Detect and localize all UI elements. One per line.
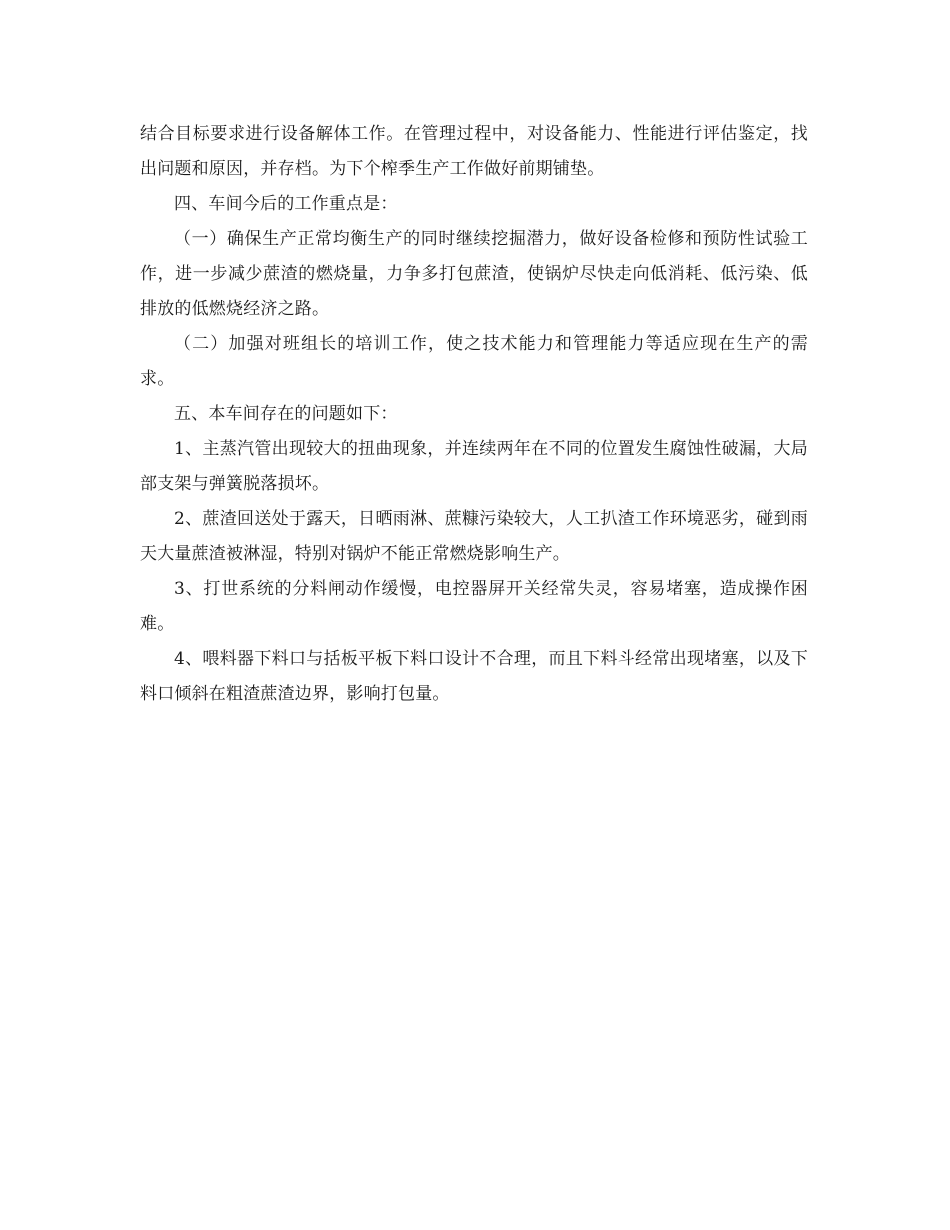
paragraph-item-two: （二）加强对班组长的培训工作，使之技术能力和管理能力等适应现在生产的需求。 [140, 334, 808, 389]
document-body [140, 117, 808, 712]
section-heading-five: 五、本车间存在的问题如下： [174, 404, 398, 424]
paragraph-continuation: 结合目标要求进行设备解体工作。在管理过程中，对设备能力、性能进行评估鉴定，找出问题和原因，并存档。为下个榨季生产工作做好前期铺垫。 [140, 124, 808, 179]
problem-item-3: 3、打世系统的分料闸动作缓慢，电控器屏开关经常失灵，容易堵塞，造成操作困难。 [140, 579, 808, 634]
section-heading-four: 四、车间今后的工作重点是： [174, 194, 398, 214]
paragraph-item-one: （一）确保生产正常均衡生产的同时继续挖掘潜力，做好设备检修和预防性试验工作，进一步减少蔗渣的燃烧量，力争多打包蔗渣，使锅炉尽快走向低消耗、低污染、低排放的低燃烧经济之路。 [140, 229, 808, 319]
problem-item-1: 1、主蒸汽管出现较大的扭曲现象，并连续两年在不同的位置发生腐蚀性破漏，大局部支架与弹簧脱落损坏。 [140, 439, 808, 494]
problem-item-2: 2、蔗渣回送处于露天，日晒雨淋、蔗糠污染较大，人工扒渣工作环境恶劣，碰到雨天大量蔗渣被淋湿，特别对锅炉不能正常燃烧影响生产。 [140, 509, 808, 564]
problem-item-4: 4、喂料器下料口与括板平板下料口设计不合理，而且下料斗经常出现堵塞，以及下料口倾斜在粗渣蔗渣边界，影响打包量。 [140, 649, 808, 704]
